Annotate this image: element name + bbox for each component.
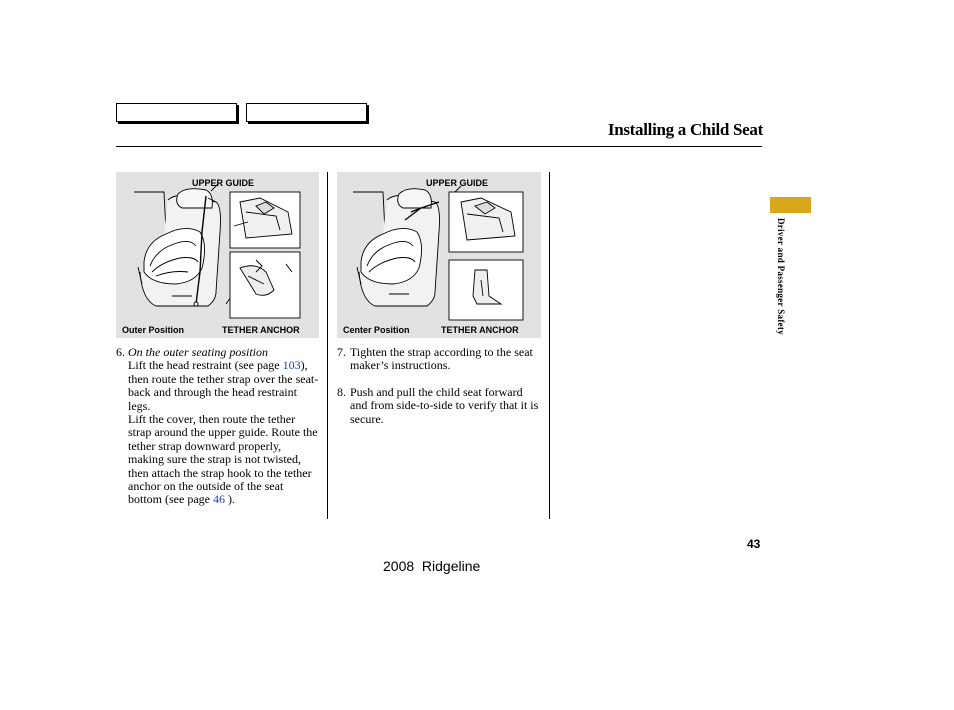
step-8-number: 8. xyxy=(337,385,346,399)
section-tab[interactable] xyxy=(770,197,811,213)
page-number: 43 xyxy=(747,537,761,551)
child-seat-outer-illustration xyxy=(116,172,319,338)
step-6-heading: On the outer seating position xyxy=(128,345,268,359)
step-6-number: 6. xyxy=(116,345,125,359)
step-6 xyxy=(116,346,320,507)
nav-box-previous[interactable] xyxy=(116,103,237,122)
figure-left-anchor-label: TETHER ANCHOR xyxy=(222,325,300,335)
child-seat-center-illustration xyxy=(337,172,541,338)
figure-left-position-label: Outer Position xyxy=(122,325,185,335)
section-tab-label: Driver and Passenger Safety xyxy=(776,218,786,336)
step-8-text: Push and pull the child seat forward and from side-to-side to verify that it is secure. xyxy=(350,385,539,426)
step-6-paragraph-2: Lift the cover, then route the tether strap around the upper guide. Route the tether strap downward properly, making sure the strap is not twisted, then attach the strap hook to the tether anchor on the outside of the seat bottom (see page 46 ). xyxy=(128,412,318,507)
step-7-text: Tighten the strap according to the seat maker’s instructions. xyxy=(350,345,533,373)
step-7 xyxy=(337,346,542,373)
page-title: Installing a Child Seat xyxy=(607,120,763,139)
footer-model: 2008 Ridgeline xyxy=(383,558,481,574)
figure-right-position-label: Center Position xyxy=(343,325,410,335)
page-link-46[interactable]: 46 xyxy=(212,492,225,507)
step-7-number: 7. xyxy=(337,345,346,359)
step-6-paragraph-1: Lift the head restraint (see page 103), then route the tether strap over the seat-back and through the head restraint legs. xyxy=(128,358,319,413)
column-divider-2 xyxy=(549,172,550,519)
figure-outer-position xyxy=(116,172,319,338)
column-divider-1 xyxy=(327,172,328,519)
page-link-103[interactable]: 103 xyxy=(282,358,301,373)
figure-left-upper-guide-label: UPPER GUIDE xyxy=(192,178,255,188)
figure-right-anchor-label: TETHER ANCHOR xyxy=(441,325,519,335)
nav-box-next[interactable] xyxy=(246,103,367,122)
figure-right-upper-guide-label: UPPER GUIDE xyxy=(426,178,489,188)
figure-center-position xyxy=(337,172,541,338)
header-rule xyxy=(116,146,762,147)
step-8 xyxy=(337,386,542,426)
